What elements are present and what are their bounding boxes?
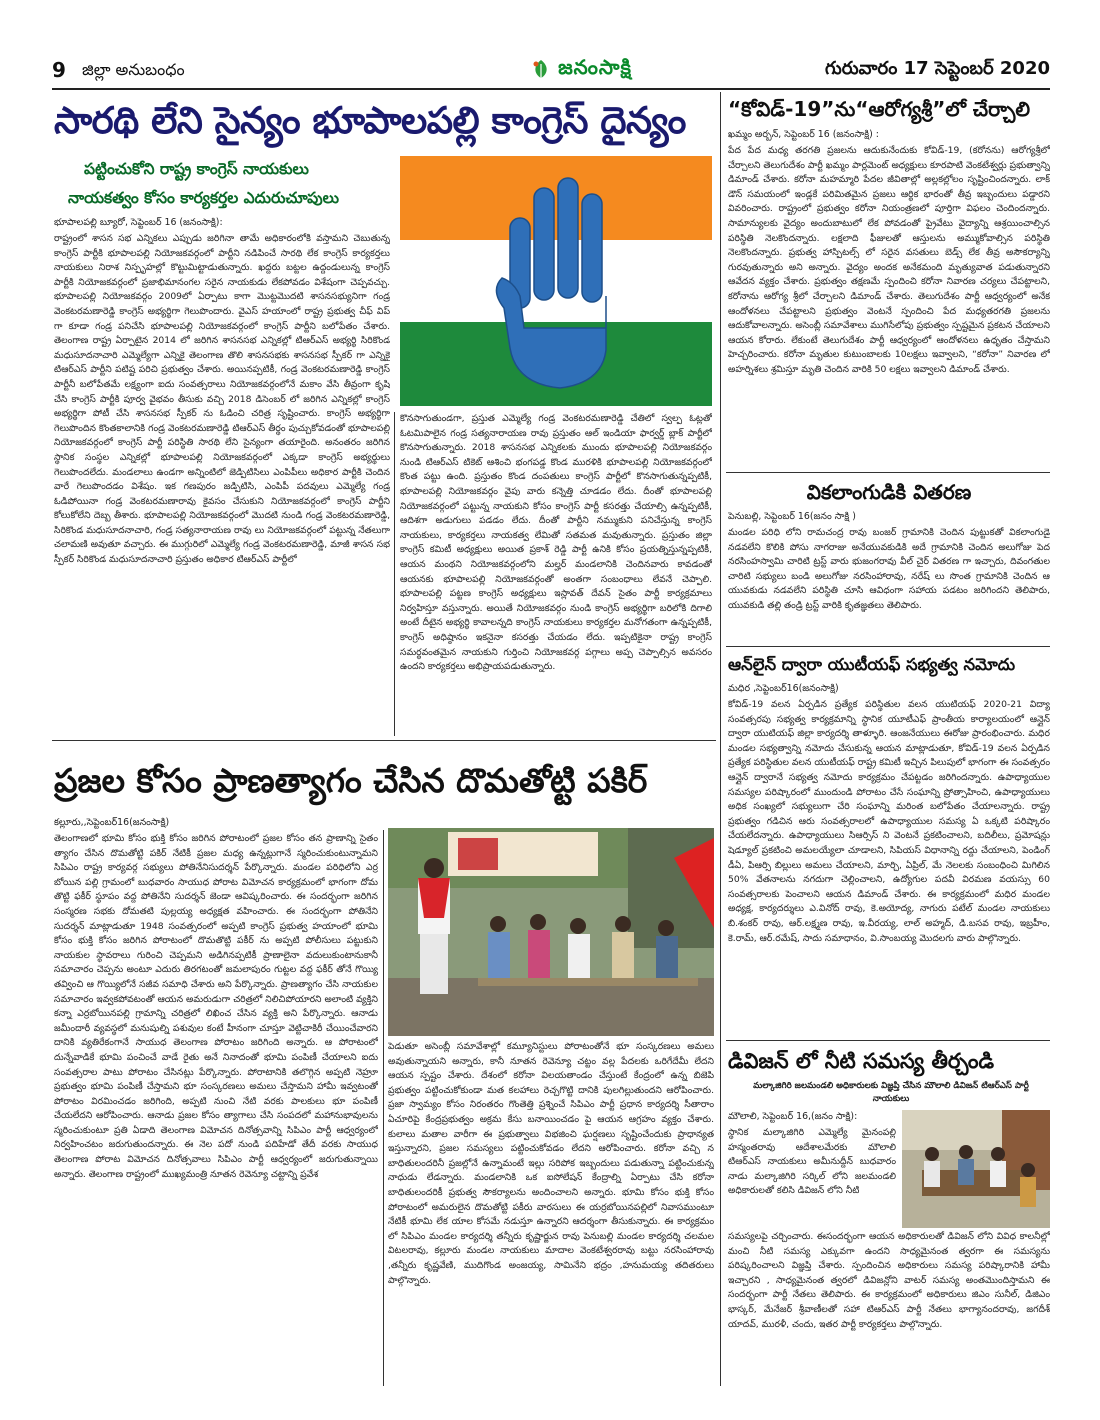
fakir-dateline: కల్లూరు,,సెప్టెంబర్16(జనంసాక్షి) <box>54 817 170 828</box>
utf-text: కోవిడ్-19 వలన ఏర్పడిన ప్రత్యేక పరిస్థితుల వలన యుటియఫ్ 2020-21 విద్యా సంవత్సరపు సభ్యత్వ కార్యక్రమాన్ని స్థానిక యూటీఎఫ్ ప్రాంతీయ కార్యాలయంలో ఆన్లైన్ ద్వారా యుటియఫ్ జిల్లా కార్యదర్శి తాళ్ళూరి. ఆంజనేయులు ఈరోజు ప్రారంభించారు. మధిర మండల సభ్యత్వాన్ని నమోదు చేసుకున్న ఆయన మాట్లాడుతూ, కోవిడ్-19 వలన ఏర్పడిన ప్రత్యేక పరిస్థితుల వలన యుటీయఫ్ రాష్ట్ర కమిటీ ఇచ్చిన పిలుపులో భాగంగా ఈ సంవత్సరం ఆన్లైన్ ద్వారానే సభ్యత్వ నమోదు కార్యక్రమం చేపట్టడం జరిగిందన్నారు. ఉపాధ్యాయుల సమస్యల పరిష్కారంలో ముందుండి పోరాటం చేసే సంఘాన్ని ప్రోత్సాహించి, ఉపాధ్యాయులు అధిక సంఖ్యలో సభ్యులుగా చేరి సంఘాన్ని మరింత బలోపేతం చేయాలన్నారు. రాష్ట్ర ప్రభుత్వం గడిచిన ఆరు సంవత్సరాలలో ఉపాధ్యాయుల సమస్య ఏ ఒక్కటి పరిష్కారం చేయలేదన్నారు. ఉపాధ్యాయులు సిఆర్సిస్ ని వెంటనే ప్రకటించాలని, బదిలీలు, ప్రమోషన్లు షెడ్యూల్ ప్రకటించి అమలయ్యేలా చూడాలని, సిపియస్ విధానాన్ని రద్దు చేయాలని, పెండింగ్ డీఏ, పిఆర్సి బిల్లులు అమలు చేయాలని, మార్చి, ఏప్రిల్, మే నెలలకు సంబంధించి మిగిలిన 50% వేతనాలను నగదుగా చెల్లించాలని, ఉద్యోగుల పదవీ విరమణ వయస్సు 60 సంవత్సరాలకు పెంచాలని ఆయన డిమాండ్ చేశారు. ఈ కార్యక్రమంలో మధిర మండల అధ్యక్ష, కార్యదర్శులు ఎ.వినోద్ రావు, కె.అయోద్య, నాగురు పటేల్ మండల నాయకులు బి.శంకర్ రావు, ఆర్.లక్ష్మణ రావు, ఇ.వీరయ్య, లాల్ అహ్మద్, డి.బసవ రావు, ఇబ్రహీం, కె.రామ్, ఆర్.రమేష్, సాదు సమాధానం, వి.సాంబయ్య మొదలగు వారు పాల్గొన్నారు. <box>728 699 1050 944</box>
section-divider <box>52 740 716 741</box>
covid-dateline: ఖమ్మం అర్బన్, సెప్టెంబర్ 16 (జనంసాక్షి) : <box>728 129 879 140</box>
water-headline: డివిజన్ లో నీటి సమస్య తీర్చండి <box>728 1049 995 1073</box>
congress-flag-image <box>400 156 712 406</box>
issue-date: గురువారం 17 సెప్టెంబర్ 2020 <box>825 58 1050 79</box>
lead-subhead-2: నాయకత్వం కోసం కార్యకర్తల ఎదురుచూపులు <box>68 189 339 207</box>
paper-name: జనంసాక్షి <box>558 54 632 79</box>
disabled-aid-headline: వికలాంగుడికి వితరణ <box>806 480 972 504</box>
lead-col-2: కొనసాగుతుండగా, ప్రస్తుత ఎమ్మెల్యే గండ్ర వెంకటరమణారెడ్డి చేతిలో స్వల్ప ఓట్లతో ఓటమిపాలైన గండ్ర సత్యనారాయణ రావు ప్రస్తుతం ఆల్ ఇండియా ఫార్వర్డ్ బ్లాక్ పార్టీలో కొనసాగుతున్నారు. 2018 శాసనసభ ఎన్నికలకు ముందు భూపాలపల్లి నియోజకవర్గం నుండి టిఆర్ఎస్ టికెట్ ఆశించి భంగపడ్డ కొండ మురళికి భూపాలపల్లి నియోజకవర్గంలో కొంత పట్టు ఉంది. ప్రస్తుతం కొండ దంపతులు కాంగ్రెస్ పార్టీలో కొనసాగుతున్నప్పటికీ, భూపాలపల్లి నియోజకవర్గం వైపు వారు కన్నెత్తి చూడడం లేదు. దీంతో భూపాలపల్లి నియోజకవర్గంలో పట్టున్న నాయకుని కోసం కాంగ్రెస్ పార్టీ కసరత్తు చేయాల్సి ఉన్నప్పటికీ, ఆదిశగా అడుగులు పడడం లేదు. దీంతో పార్టీని నమ్ముకుని పనిచేస్తున్న కాంగ్రెస్ నాయకులు, కార్యకర్తలు నాయకత్వ లేమితో సతమత మవుతున్నారు. ప్రస్తుతం జిల్లా కాంగ్రెస్ కమిటీ అధ్యక్షులు అయిత ప్రకాశ్ రెడ్డి పార్టీ ఉనికి కోసం ప్రయత్నిస్తున్నప్పటికీ, ఆయన మంథని నియోజకవర్గంలోని మల్హర్ మండలానికి చెందినవారు కావడంతో ఆయనకు భూపాలపల్లి నియోజకవర్గంతో అంతగా సంబంధాలు లేవనే చెప్పాలి. భూపాలపల్లి పట్టణ కాంగ్రెస్ అధ్యక్షులు ఇస్లావత్ దేవన్ సైతం పార్టీ కార్యక్రమాలు నిర్వహిస్తూ వస్తున్నారు. అయితే నియోజకవర్గం నుండి కాంగ్రెస్ అభ్యర్థిగా బరిలోకి దిగాలి అంటే దీటైన అభ్యర్థి కావాలన్నది కాంగ్రెస్ నాయకులు కార్యకర్తల మనోగతంగా ఉన్నప్పటికీ, కాంగ్రెస్ అధిష్ఠానం ఇకనైనా కసరత్తు చేయడం లేదు. ఇప్పటికైనా రాష్ట్ర కాంగ్రెస్ సమర్థవంతమైన నాయకుని గుర్తించి నియోజకవర్గ పగ్గాలు అప్ప చెప్పాల్సిన అవసరం ఉందని కార్యకర్తలు అభిప్రాయపడుతున్నారు. <box>400 413 712 673</box>
section-divider <box>726 472 1050 473</box>
section-name: జిల్లా అనుబంధం <box>82 60 185 79</box>
column-divider <box>394 412 395 736</box>
covid-headline: “కోవిడ్-19”ను“ఆరోగ్యశ్రీ”లో చేర్చాలి <box>728 97 1031 121</box>
rally-photo <box>388 828 714 1036</box>
rally-photo-graphic <box>388 828 714 1036</box>
meeting-photo-graphic <box>902 1110 1050 1228</box>
utf-dateline: మధిర ,సెప్టెంబర్16(జనంసాక్షి) <box>728 683 839 694</box>
paper-logo <box>496 52 666 86</box>
water-text-full: సమస్యలపై చర్చించారు. ఈసందర్భంగా ఆయన అధికారులతో డివిజన్ లోని వివిధ కాలనీల్లో మంచి నీటి సమస్య ఎక్కువగా ఉందని సాధ్యమైనంత త్వరగా ఈ సమస్యను పరిష్కరించాలని విజ్ఞప్తి చేశారు. స్పందించిన అధికారులు సమస్య పరిష్కారానికి హామీ ఇచ్చారని , సాధ్యమైనంత త్వరలో డివిజన్లోని వాటర్ సమస్య అంతమొందిస్తామని ఈ సందర్భంగా పార్టీ నేతలు తెలిపారు. ఈ కార్యక్రమంలో అధికారులు జిఎం సునీల్, డిజిఎం భాస్కర్, మేనేజర్ శ్రీవాణీలతో సహా టిఆర్ఎస్ పార్టీ నేతలు భాగ్యానందరావు, జగదీశ్ యాదవ్, మురళీ, చందు, ఇతర పార్టీ కార్యకర్తలు పాల్గొన్నారు. <box>728 1231 1050 1330</box>
disabled-aid-text: మండల పరిధి లోని రామచంద్ర రావు బంజర్ గ్రామానికి చెందిన పుట్టుకతో వికలాంగుడై నడవలేని కొలికి పోసు నాగరాజు అనేయువకుడికి అదే గ్రామానికి చెందిన అలుగోజు పెద నరసింహస్వామి చారిటి ట్రస్ట్ వారు భుజంగరావు వీల్ చైర్ వితరణ గా ఇచ్చారు, దివంగతుల చారిటి సభ్యులు బండి అలుగోజు నరసింహారావు, నరేష్ లు సొంత గ్రామానికి చెందిన ఆ యువకుడు నడవలేని పరిస్థితి చూసి ఆవిధంగా సహాయ పడటం జరిగిందని తెలిపారు, యువకుడి తల్లి తండ్రి ట్రస్ట్ వారికి కృతజ్ఞతలు తెలిపారు. <box>728 527 1050 611</box>
page-number: 9 <box>52 58 66 82</box>
lead-subhead-1: పట్టించుకోని రాష్ట్ర కాంగ్రెస్ నాయకులు <box>84 160 309 178</box>
hand-symbol-icon <box>400 156 712 406</box>
lead-dateline: భూపాలపల్లి బ్యూరో, సెప్టెంబర్ 16 (జనంసాక్షి): <box>54 217 223 228</box>
fakir-headline: ప్రజల కోసం ప్రాణత్యాగం చేసిన దొమతోట్టి పకిర్ <box>54 761 648 800</box>
section-divider <box>726 1040 1050 1041</box>
water-dateline: మౌలాలి, సెప్టెంబర్ 16,(జనం సాక్షి): <box>728 1111 858 1122</box>
disabled-aid-dateline: పెనుబల్లి, సెప్టెంబర్ 16(జనం సాక్షి ) <box>728 511 856 522</box>
fakir-col-2: పెడుతూ అసెంబ్లీ సమావేశాల్లో కమ్యూనిస్టులు పోరాటంతోనే భూ సంస్కరణలు అమలు అవుతున్నాయని అన్నారు, కానీ నూతన రెవెన్యూ చట్టం వల్ల పేదలకు ఒరిగేదేమీ లేదని ఆయన స్పష్టం చేశారు. దేశంలో కరోనా విలయతాండం చేస్తుంటే కేంద్రంలో ఉన్న బిజెపి ప్రభుత్వం పట్టించుకోకుండా మత కలహాలు రెచ్చగొట్టి దానికి పులగిల్లుతుందని ఆరోపించారు. ప్రజా స్వామ్యం కోసం నిరంతరం గొంతెత్తి ప్రశ్నించే సిపిఎం పార్టీ ప్రధాన కార్యదర్శి సీతారాం ఏచూరిపై కేంద్రప్రభుత్వం అక్రమ కేసు బనాయించడం పై ఆయన ఆగ్రహం వ్యక్తం చేశారు. కులాలు మతాల వారీగా ఈ ప్రభుత్వాలు విభజించి ఘర్షణలు సృష్టించేందుకు ప్రాధాన్యత ఇస్తున్నారని, ప్రజల సమస్యలు పట్టించుకోవడం లేదని ఆరోపించారు. కరోనా వచ్చి న బాధితులందరినీ ప్రజల్లోనే ఉన్నామంటే ఇల్లు సరిపోక ఇబ్బందులు పడుతున్నా పట్టించుకున్న నాధుడు లేడన్నారు. మండలానికి ఒక ఐసోలేషన్ కేంద్రాల్ని ఏర్పాటు చేసి కరోనా బాధితులందరికీ ప్రభుత్వ సౌకర్యాలను అందించాలని అన్నారు. భూమి కోసం భుక్తి కోసం పోరాటంలో అమరులైన దొమతోట్టి పకీరు వారసులు ఈ యర్రబోయినపల్లిలో నివాసముంటూ నేటికీ భూమి లేక యాల కోసమే నడుస్తూ ఉన్నారని ఆదర్శంగా తీసుకున్నారు. ఈ కార్యక్రమం లో సిపిఎం మండల కార్యదర్శి తన్నీరు కృష్ణార్జున రావు పెనుబల్లి మండల కార్యదర్శి చలమల విటలరావు, కల్లూరు మండల నాయకులు మాదాల వెంకటేశ్వరరావు బట్టు నరసింహారావు ,తన్నీరు కృష్ణవేణి, ముదిగొండ అంజయ్య, సామినేని భద్రం ,హనుమయ్య తదితరులు పాల్గొన్నారు. <box>388 1041 714 1286</box>
covid-text: పేద పేద మధ్య తరగతి ప్రజలను ఆదుకునేందుకు కోవిడ్-19, (కరోనను) ఆరోగ్యశ్రీలో చేర్చాలని తెలుగుదేశం పార్టీ ఖమ్మం పార్లమెంట్ అధ్యక్షులు కూరపాటి వెంకటేశ్వర్లు ప్రభుత్వాన్ని డిమాండ్ చేశారు. కరోనా మహమ్మారి పేదల జీవితాల్లో అల్లకల్లోలం సృష్టించిందన్నారు. లాక్ డౌన్ సమయంలో ఇండ్లకే పరిమితమైన ప్రజలు ఆర్థిక భారంతో తీవ్ర ఇబ్బందులు పడ్డారని వివరించారు. రాష్ట్రంలో ప్రభుత్వం కరోనా నియంత్రణలో పూర్తిగా విఫలం చెందిందన్నారు. సామాన్యులకు వైద్యం అందుబాటులో లేక పోవడంతో ప్రైవేటు వైద్యాన్ని ఆశ్రయించాల్సిన పరిస్థితి నెలకొందన్నారు. లక్షలాది ఫీజులతో ఆస్తులను అమ్ముకోవాల్సిన పరిస్థితి నెలకొందన్నారు. ప్రభుత్వ హాస్పిటల్స్ లో సరైన వసతులు బెడ్స్ లేక తీవ్ర అసౌకర్యాన్ని గురవుతున్నారు అని అన్నారు. వైద్యం అందక అనేకమంది మృత్యువాత పడుతున్నారని ఆవేదన వ్యక్తం చేశారు. ప్రభుత్వం తక్షణమే స్పందించి కరోనా నివారణ చర్యలు చేపట్టాలని, కరోనాను ఆరోగ్య శ్రీలో చేర్చాలని డిమాండ్ చేశారు. తెలుగుదేశం పార్టీ ఆధ్వర్యంలో అనేక ఆందోళనలు చేపట్టాలని ప్రభుత్వం వెంటనే స్పందించి పేద మధ్యతరగతి ప్రజలను ఆదుకోవాలన్నారు. అసెంబ్లీ సమావేశాలు ముగిసేలోపు ప్రభుత్వం స్పష్టమైన ప్రకటన చేయాలని ఆయన కోరారు. లేకుంటే తెలుగుదేశం పార్టీ ఆధ్వర్యంలో ఆందోళనలు ఉధృతం చేస్తామని హెచ్చరించారు. కరోనా మృతుల కుటుంబాలకు 10లక్షలు ఇవ్వాలని, “కరోనా” నివారణ లో అహర్నిశలు శ్రమిస్తూ మృతి చెందిన వారికి 50 లక్షలు ఇవ్వాలని డిమాండ్ చేశారు. <box>728 145 1050 375</box>
leaf-icon <box>530 58 552 80</box>
column-divider <box>720 92 721 1386</box>
water-subhead: మల్కాజిగిరి జలమండలి అధికారులకు విజ్ఞప్తి చేసిన మౌలాలి డివిజన్ టిఆర్ఎస్ పార్టీ నాయకులు <box>753 1081 1029 1104</box>
section-divider <box>726 646 1050 647</box>
masthead <box>52 52 1050 90</box>
lead-col-1: రాష్ట్రంలో శాసన సభ ఎన్నికలు ఎప్పుడు జరిగినా తామే అధికారంలోకి వస్తామని చెబుతున్న కాంగ్రెస్ పార్టీకి భూపాలపల్లి నియోజకవర్గంలో పార్టీని నడిపించే సారథి లేక కాంగ్రెస్ కార్యకర్తలు నాయకులు నిరాశ నిస్పృహల్లో కొట్టుమిట్టాడుతున్నారు. ఖద్దరు బట్టల ఉద్దండులున్న కాంగ్రెస్ పార్టీకి నియోజకవర్గంలో ప్రజాభిమానంగల సరైన నాయకుడు లేకపోవడం విశేషంగా చెప్పవచ్చు. భూపాలపల్లి నియోజకవర్గం 2009లో ఏర్పాటు కాగా మొట్టమొదటి శాసనసభ్యునిగా గండ్ర వెంకటరమణారెడ్డి కాంగ్రెస్ అభ్యర్థిగా గెలుపొందారు. వైఎస్ హయాంలో రాష్ట్ర ప్రభుత్వ చీఫ్ విప్ గా కూడా గండ్ర పనిచేసి భూపాలపల్లి నియోజకవర్గంలో కాంగ్రెస్ పార్టీని బలోపేతం చేశారు. తెలంగాణ రాష్ట్ర ఏర్పాటైన 2014 లో జరిగిన శాసనసభ ఎన్నికల్లో టిఆర్ఎస్ అభ్యర్థి సిరికొండ మధుసూదనాచారి ఎమ్మెల్యేగా ఎన్నికై తెలంగాణ తొలి శాసనసభకు శాసనసభ స్పీకర్ గా ఎన్నికై టిఆర్ఎస్ పార్టీని పటిష్ట పరిచి ప్రభుత్వం చేశారు. అయినప్పటికీ, గండ్ర వెంకటరమణారెడ్డి కాంగ్రెస్ పార్టీనీ బలోపేతమే లక్ష్యంగా ఐదు సంవత్సరాలు నియోజకవర్గంలోనే మకాం వేసి తీవ్రంగా కృషి చేసి కాంగ్రెస్ పార్టీకి పూర్వ వైభవం తీసుకు వచ్చి 2018 డిసెంబర్ లో జరిగిన ఎన్నికల్లో కాంగ్రెస్ అభ్యర్థిగా పోటీ చేసి శాసనసభ స్పీకర్ ను ఓడించి చరిత్ర సృష్టించారు. కాంగ్రెస్ అభ్యర్థిగా గెలుపొందిన కొంతకాలానికి గండ్ర వెంకటరమణారెడ్డి టిఆర్ఎస్ తీర్థం పుచ్చుకోవడంతో భూపాలపల్లి నియోజకవర్గంలో కాంగ్రెస్ పార్టీ పరిస్థితి సారథి లేని సైన్యంగా తయారైంది. అనంతరం జరిగిన స్థానిక సంస్థల ఎన్నికల్లో భూపాలపల్లి నియోజకవర్గంలో ఎక్కడా కాంగ్రెస్ అభ్యర్థులు గెలుపొందలేదు. మండలాలు ఉండగా అన్నింటిలో జెడ్పిటిసిలు ఎంపిపీలు అధికార పార్టీకి చెందిన వారే గెలుపొందడం విశేషం. ఇక గణపురం జడ్పిటిసి, ఎంపిపీ పదవులు ఎమ్మెల్యే గండ్ర ఓడిపోయినా గండ్ర వెంకటరమణారావు కైవసం చేసుకుని నియోజకవర్గంలో కాంగ్రెస్ పార్టీని కోలుకోలేని దెబ్బ తీశారు. భూపాలపల్లి నియోజకవర్గంలో మొదటి నుండి గండ్ర వెంకటరమణారెడ్డి, సిరికొండ మధుసూదనాచారి, గండ్ర సత్యనారాయణ రావు లు నియోజకవర్గంలో పట్టున్న నేతలుగా చలామణి అవుతూ వచ్చారు. ఈ ముగ్గురిలో ఎమ్మెల్యే గండ్ర వెంకటరమణారెడ్డి, మాజీ శాసన సభ స్పీకర్ సిరికొండ మధుసూదనాచారి ప్రస్తుతం అధికార టిఆర్ఎస్ పార్టీలో <box>54 233 390 566</box>
lead-headline: సారథి లేని సైన్యం భూపాలపల్లి కాంగ్రెస్ దైన్యం <box>54 99 686 142</box>
fakir-col-1: తెలంగాణలో భూమి కోసం భుక్తి కోసం జరిగిన పోరాటంలో ప్రజల కోసం తన ప్రాణాన్ని సైతం త్యాగం చేసిన దొమతోట్టి పకిర్ నేటికీ ప్రజల మధ్య ఉన్నట్లుగానే స్మరించుకుంటున్నామని సిపిఎం రాష్ట్ర కార్యవర్గ సభ్యులు పోతినేనిసుదర్శన్ పేర్కొన్నారు. మండల పరిధిలోని ఎర్ర బోయిన పల్లి గ్రామంలో బుధవారం సాయుధ పోరాట విమోచన కార్యక్రమంలో భాగంగా దోమ తొట్టి ఫకీర్ స్థూపం వద్ద పోతినేని సుదర్శన్ జెండా ఆవిష్కరించారు. ఈ సందర్భంగా జరిగిన సంస్మరణ సభకు దోమతటి పుల్లయ్య అధ్యక్షత వహించారు. ఈ సందర్భంగా పోతినేని సుదర్శన్ మాట్లాడుతూ 1948 సంవత్సరంలో అప్పటి కాంగ్రెస్ ప్రభుత్వ హయాంలో భూమి కోసం భుక్తి కోసం జరిగిన పోరాటంలో దొమతొట్టి పకీర్ ను అప్పటి పోలీసులు పట్టుకుని నాయకుల స్థావరాలు గురించి చెప్పమని అడిగినప్పటికీ ప్రాణాలైనా వదులుకుంటానుకానీ సమాచారం చెప్పను అంటూ ఎదురు తిరగటంతో జమలాపురం గుట్టల వద్ద ఫకీర్ తోనే గొయ్యి తవ్వించి ఆ గొయ్యిలోనే సజీవ సమాధి చేశారు అని పేర్కొన్నారు. ప్రాణత్యాగం చేసి నాయకుల సమాచారం ఇవ్వకపోవటంతో ఆయన అమరుడుగా చరిత్రలో నిలిచిపోయారని అలాంటి వ్యక్తిని కన్నా ఎర్రబోయినపల్లి గ్రామాన్ని చరిత్రలో లిఖించ చేసిన వ్యక్తి అని పేర్కొన్నారు. ఆనాడు జమీందారీ వ్యవస్థలో మనుషుల్ని పశువుల కంటే హీనంగా చూస్తూ వెట్టిచాకిరీ చేయించేవారని దానికి వ్యతిరేకంగానే సాయుధ తెలంగాణ పోరాటం జరిగింది అన్నారు. ఆ పోరాటంలో దున్నేవాడికే భూమి పంచించే వాడే రైతు అనే నినాదంతో భూమి పంపిణీ చేయాలని ఐదు సంవత్సరాల పాటు పోరాటం చేసినట్లు పేర్కొన్నారు. పోరాటానికి తలొగ్గిన అప్పటి నెహ్రూ ప్రభుత్వం భూమి పంపిణీ చేస్తామని భూ సంస్కరణలు అమలు చేస్తామని హామీ ఇవ్వటంతో పోరాటం విరమించడం జరిగింది, అప్పటి నుంచి నేటి వరకు పాలకులు భూ పంపిణీ చేయలేదని ఆరోపించారు. ఆనాడు ప్రజల కోసం త్యాగాలు చేసి సంపదలో మహానుభావులను స్మరించుకుంటూ ప్రతి ఏడాది తెలంగాణ విమోచన దినోత్సవాన్ని సిపిఎం పార్టీ ఆధ్వర్యంలో నిర్వహించటం జరుగుతుందన్నారు. ఈ నెల పదో నుండి పదిహేడో తేదీ వరకు సాయుధ తెలంగాణ పోరాట విమోచన దినోత్సవాలు సిపిఎం పార్టీ ఆధ్వర్యంలో జరుగుతున్నాయి అన్నారు. తెలంగాణ రాష్ట్రంలో ముఖ్యమంత్రి నూతన రెవెన్యూ చట్టాన్ని ప్రవేశ <box>54 833 378 1180</box>
utf-headline: ఆన్‌లైన్ ద్వారా యుటీయఫ్ సభ్యత్వ నమోదు <box>728 655 1016 674</box>
water-text-narrow: స్థానిక మల్కాజిగిరి ఎమ్మెల్యే మైనంపల్లి హన్మంతరావు ఆదేశాలమేరకు మౌలాలి టిఆర్ఎస్ నాయకులు అమీనుద్దీన్ బుధవారం నాడు మల్కాజిగిరి సర్కిల్ లోని జలమండలి అధికారులతో కలిసి డివిజన్ లోని నీటి <box>728 1127 896 1197</box>
column-divider <box>383 830 384 1386</box>
meeting-photo <box>902 1110 1050 1228</box>
